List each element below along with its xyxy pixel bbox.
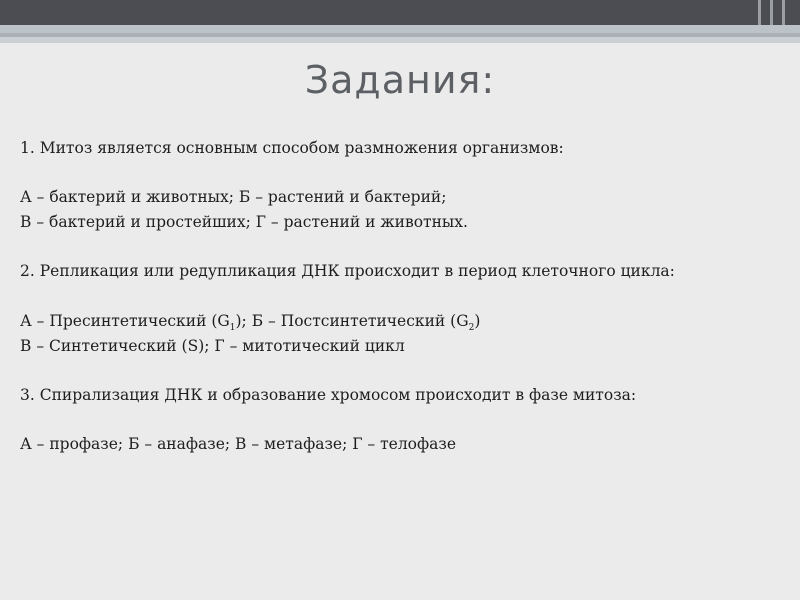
question-3: 3. Спирализация ДНК и образование хромосом происходит в фазе митоза: [20, 385, 637, 404]
decorative-grips [750, 0, 800, 25]
stripe [0, 37, 800, 43]
spacer [20, 235, 790, 260]
grip-line [758, 0, 761, 25]
slide-title: Задания: [304, 58, 496, 102]
option-text: ) [474, 311, 481, 330]
grip-line [782, 0, 785, 25]
question-3-options: А – профазе; Б – анафазе; В – метафазе; Г – телофазе [20, 435, 457, 454]
question-1-options-vg: В – бактерий и простейших; Г – растений и животных. [20, 213, 468, 232]
spacer [20, 408, 790, 433]
subscript: 1 [229, 322, 236, 333]
subscript: 2 [468, 322, 475, 333]
spacer [20, 161, 790, 186]
option-text: ); Б – Постсинтетический (G [235, 311, 469, 330]
option-text: А – Пресинтетический (G [20, 311, 230, 330]
stripe [0, 25, 800, 33]
decorative-stripes [0, 25, 800, 45]
question-2-options-ab [20, 309, 790, 334]
question-2-options-vg: В – Синтетический (S); Г – митотический цикл [20, 336, 405, 355]
slide-body [20, 136, 790, 457]
question-1-options-ab: А – бактерий и животных; Б – растений и бактерий; [20, 188, 447, 207]
spacer [20, 358, 790, 383]
question-1: 1. Митоз является основным способом размножения организмов: [20, 139, 564, 157]
question-2: 2. Репликация или редупликация ДНК происходит в период клеточного цикла: [20, 262, 675, 281]
grip-line [770, 0, 773, 25]
top-bar [0, 0, 800, 25]
spacer [20, 284, 790, 309]
